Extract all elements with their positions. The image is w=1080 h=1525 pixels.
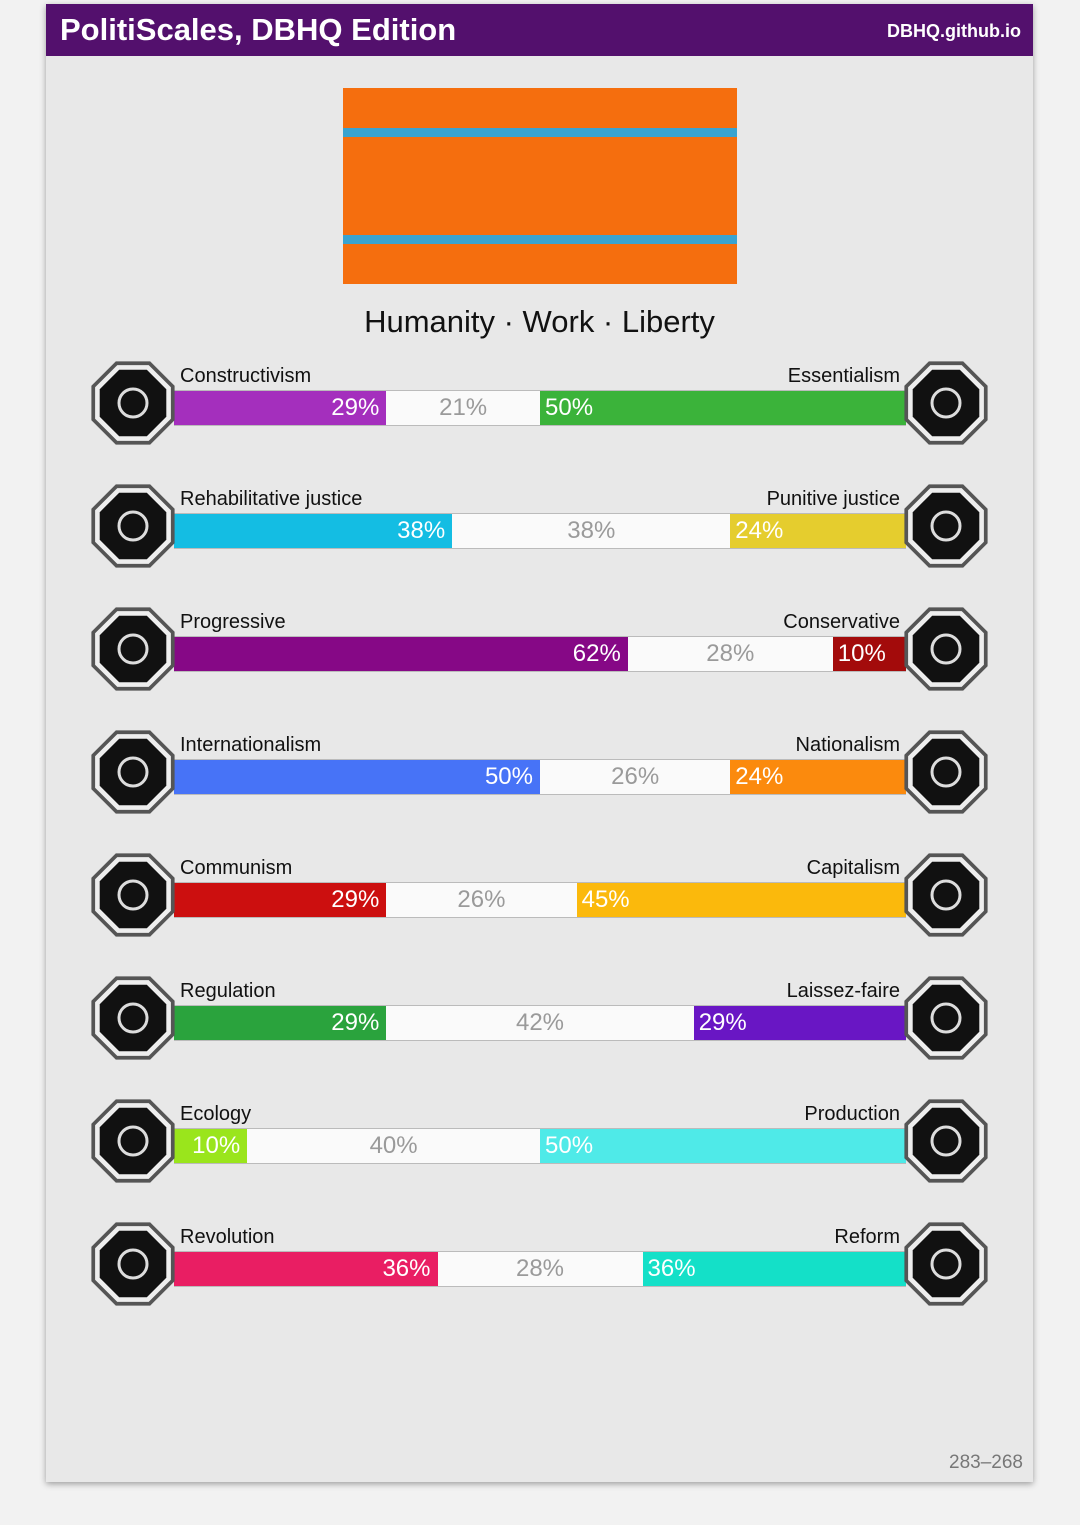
flower-icon — [900, 357, 992, 449]
axis-bar — [174, 513, 906, 549]
money-bag-icon — [900, 849, 992, 941]
axis-left-label: Constructivism — [180, 365, 312, 387]
axis-left-segment — [174, 391, 386, 425]
axis-bar — [174, 636, 906, 672]
paint-brush-icon — [87, 603, 179, 695]
axis-neutral-segment-value: 28% — [515, 1255, 565, 1282]
hammer-sickle-icon — [87, 849, 179, 941]
axis-row — [46, 364, 1033, 464]
app-title: PolitiScales, DBHQ Edition — [60, 12, 457, 47]
axis-left-label: Communism — [180, 857, 293, 879]
axis-right-segment-value: 50% — [545, 1132, 594, 1159]
axis-left-segment-value: 29% — [331, 1009, 380, 1036]
axis-left-segment — [174, 1006, 386, 1040]
results-card — [46, 4, 1033, 1482]
axis-bar — [174, 1005, 906, 1041]
axis-right-label: Punitive justice — [766, 488, 900, 510]
fist-icon — [87, 1218, 179, 1310]
axis-row — [46, 1225, 1033, 1325]
axis-left-segment-value: 29% — [331, 886, 380, 913]
axis-neutral-segment-value: 21% — [439, 394, 488, 421]
axis-bar — [174, 882, 906, 918]
ruler-icon — [87, 972, 179, 1064]
flag-stripe-top — [343, 128, 737, 137]
header-bar — [46, 4, 1033, 56]
quill-pen-icon — [900, 603, 992, 695]
axis-left-segment — [174, 514, 452, 548]
axis-row — [46, 487, 1033, 587]
axis-right-label: Nationalism — [795, 734, 900, 756]
axis-bar — [174, 759, 906, 795]
axis-left-segment-value: 29% — [331, 394, 380, 421]
globe-laurel-icon — [87, 726, 179, 818]
axis-right-label: Production — [804, 1103, 900, 1125]
axis-bar — [174, 390, 906, 426]
axis-right-segment — [540, 1129, 906, 1163]
axis-right-segment — [643, 1252, 907, 1286]
axis-neutral-segment — [247, 1129, 540, 1163]
axis-left-segment-value: 38% — [397, 517, 446, 544]
axis-left-segment — [174, 1129, 247, 1163]
flag-icon — [900, 726, 992, 818]
result-flag — [343, 88, 737, 284]
axis-right-label: Essentialism — [787, 365, 900, 387]
axis-row — [46, 733, 1033, 833]
axis-neutral-segment-value: 26% — [457, 886, 506, 913]
axis-right-label: Capitalism — [806, 857, 900, 879]
axis-right-segment-value: 45% — [581, 886, 630, 913]
sprout-icon — [87, 1095, 179, 1187]
eye-icon — [87, 357, 179, 449]
axis-neutral-segment-value: 42% — [515, 1009, 565, 1036]
axis-left-segment — [174, 760, 540, 794]
axis-right-segment — [833, 637, 906, 671]
axis-left-segment-value: 10% — [192, 1132, 241, 1159]
prison-bars-icon — [900, 480, 992, 572]
axis-row — [46, 979, 1033, 1079]
axis-left-label: Ecology — [180, 1103, 252, 1125]
axis-right-segment-value: 24% — [735, 763, 784, 790]
axis-left-label: Progressive — [180, 611, 286, 633]
axis-neutral-segment-value: 38% — [567, 517, 616, 544]
axis-left-label: Internationalism — [180, 734, 322, 756]
axis-right-segment — [730, 514, 906, 548]
axis-neutral-segment-value: 26% — [611, 763, 660, 790]
axis-neutral-segment — [386, 391, 540, 425]
axis-right-segment-value: 50% — [545, 394, 594, 421]
motto: Humanity · Work · Liberty — [364, 304, 715, 339]
axis-neutral-segment — [452, 514, 730, 548]
axis-right-segment-value: 24% — [735, 517, 784, 544]
axis-left-segment — [174, 883, 386, 917]
axis-left-segment-value: 62% — [572, 640, 621, 667]
axis-left-segment — [174, 637, 628, 671]
axis-right-segment — [730, 760, 906, 794]
axis-left-label: Revolution — [180, 1226, 275, 1248]
axis-bar — [174, 1128, 906, 1164]
axis-neutral-segment — [386, 1006, 693, 1040]
axis-right-segment — [577, 883, 906, 917]
axis-left-segment — [174, 1252, 438, 1286]
gear-factory-icon — [900, 1095, 992, 1187]
result-code: 283–268 — [949, 1452, 1023, 1473]
axis-row — [46, 1102, 1033, 1202]
handshake-icon — [87, 480, 179, 572]
axis-row — [46, 856, 1033, 956]
axis-right-segment — [694, 1006, 906, 1040]
axis-neutral-segment — [386, 883, 576, 917]
axis-right-label: Reform — [834, 1226, 900, 1248]
axis-right-segment — [540, 391, 906, 425]
axis-neutral-segment — [438, 1252, 643, 1286]
axis-left-segment-value: 50% — [484, 763, 533, 790]
axis-neutral-segment-value: 28% — [706, 640, 755, 667]
axis-bar — [174, 1251, 906, 1287]
axis-right-segment-value: 10% — [837, 640, 886, 667]
axis-neutral-segment — [540, 760, 730, 794]
axis-right-label: Conservative — [783, 611, 900, 633]
axis-row — [46, 610, 1033, 710]
axis-left-segment-value: 36% — [382, 1255, 431, 1282]
axis-left-label: Rehabilitative justice — [180, 488, 363, 510]
axis-left-label: Regulation — [180, 980, 276, 1002]
axis-neutral-segment — [628, 637, 833, 671]
flag-stripe-bottom — [343, 235, 737, 244]
axis-right-segment-value: 29% — [698, 1009, 747, 1036]
axis-neutral-segment-value: 40% — [369, 1132, 418, 1159]
axis-right-label: Laissez-faire — [786, 980, 900, 1002]
axis-right-segment-value: 36% — [647, 1255, 696, 1282]
site-link[interactable]: DBHQ.github.io — [887, 21, 1021, 41]
butterfly-icon — [900, 972, 992, 1064]
tent-icon — [900, 1218, 992, 1310]
